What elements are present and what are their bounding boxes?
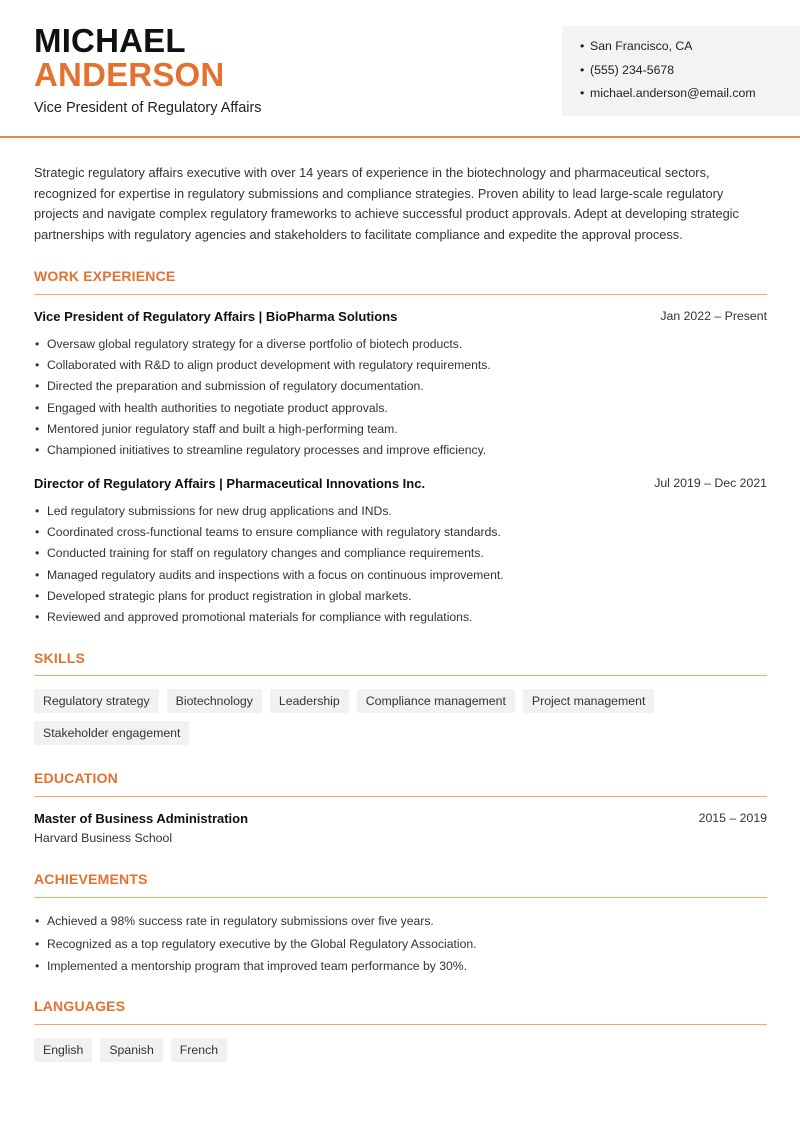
last-name: ANDERSON [34, 56, 225, 93]
skill-chip: Leadership [270, 689, 349, 713]
skills-list [34, 689, 774, 745]
skill-chip: Stakeholder engagement [34, 721, 189, 745]
list-item: • Implemented a mentorship program that improved team performance by 30%. [34, 958, 767, 981]
summary: Strategic regulatory affairs executive with over 14 years of experience in the biotechnology and pharmaceutical sectors, recognized for expertise in regulatory submissions and compliance strategies. Proven ability to lead large-scale regulatory projects and navigate complex regulatory frameworks to achieve successful product approvals. Adept at developing strategic partnerships with regulatory agencies and stakeholders to facilitate compliance and expedite the approval process. [34, 165, 739, 243]
list-item: • Achieved a 98% success rate in regulatory submissions over five years. [34, 913, 767, 936]
job-entry-header [34, 476, 767, 494]
contact-location: • San Francisco, CA [580, 38, 800, 62]
language-chip: French [171, 1038, 227, 1062]
job-entry-header [34, 309, 767, 327]
section-divider [34, 796, 767, 797]
job-title: Vice President of Regulatory Affairs [34, 100, 262, 116]
resume-header [0, 0, 800, 138]
list-item: • Led regulatory submissions for new drug applications and INDs. [34, 503, 767, 524]
job-role: Director of Regulatory Affairs | Pharmaceutical Innovations Inc. [34, 476, 426, 491]
skills-heading: SKILLS [34, 650, 85, 666]
skill-chip: Compliance management [357, 689, 515, 713]
degree: Master of Business Administration [34, 811, 249, 826]
skill-chip: Regulatory strategy [34, 689, 159, 713]
job-dates: Jul 2019 – Dec 2021 [654, 476, 767, 490]
skill-chip: Biotechnology [167, 689, 262, 713]
list-item: • Managed regulatory audits and inspections with a focus on continuous improvement. [34, 567, 767, 588]
school: Harvard Business School [34, 831, 173, 845]
section-divider [34, 897, 767, 898]
job-bullets [34, 336, 767, 463]
job-dates: Jan 2022 – Present [660, 309, 767, 323]
languages-list [34, 1038, 774, 1062]
work-experience-heading: WORK EXPERIENCE [34, 268, 176, 284]
language-chip: English [34, 1038, 92, 1062]
education-heading: EDUCATION [34, 770, 118, 786]
languages-heading: LANGUAGES [34, 998, 126, 1014]
contact-email[interactable]: • michael.anderson@email.com [580, 85, 800, 109]
education-entry-header [34, 811, 767, 829]
list-item: • Oversaw global regulatory strategy for a diverse portfolio of biotech products. [34, 336, 767, 357]
list-item: • Directed the preparation and submission of regulatory documentation. [34, 378, 767, 399]
list-item: • Collaborated with R&D to align product development with regulatory requirements. [34, 357, 767, 378]
section-divider [34, 1024, 767, 1025]
list-item: • Engaged with health authorities to negotiate product approvals. [34, 400, 767, 421]
list-item: • Mentored junior regulatory staff and built a high-performing team. [34, 421, 767, 442]
job-bullets [34, 503, 767, 630]
contact-phone: • (555) 234-5678 [580, 62, 800, 86]
list-item: • Recognized as a top regulatory executive by the Global Regulatory Association. [34, 936, 767, 959]
list-item: • Championed initiatives to streamline regulatory processes and improve efficiency. [34, 442, 767, 463]
list-item: • Reviewed and approved promotional materials for compliance with regulations. [34, 609, 767, 630]
skill-chip: Project management [523, 689, 654, 713]
language-chip: Spanish [100, 1038, 162, 1062]
education-dates: 2015 – 2019 [698, 811, 767, 825]
section-divider [34, 675, 767, 676]
list-item: • Coordinated cross-functional teams to ensure compliance with regulatory standards. [34, 524, 767, 545]
achievements-heading: ACHIEVEMENTS [34, 871, 148, 887]
section-divider [34, 294, 767, 295]
first-name: MICHAEL [34, 22, 186, 59]
contact-box [562, 26, 800, 116]
list-item: • Conducted training for staff on regulatory changes and compliance requirements. [34, 545, 767, 566]
achievements-list [34, 913, 767, 981]
job-role: Vice President of Regulatory Affairs | BioPharma Solutions [34, 309, 398, 324]
contact-list [580, 38, 800, 109]
list-item: • Developed strategic plans for product registration in global markets. [34, 588, 767, 609]
